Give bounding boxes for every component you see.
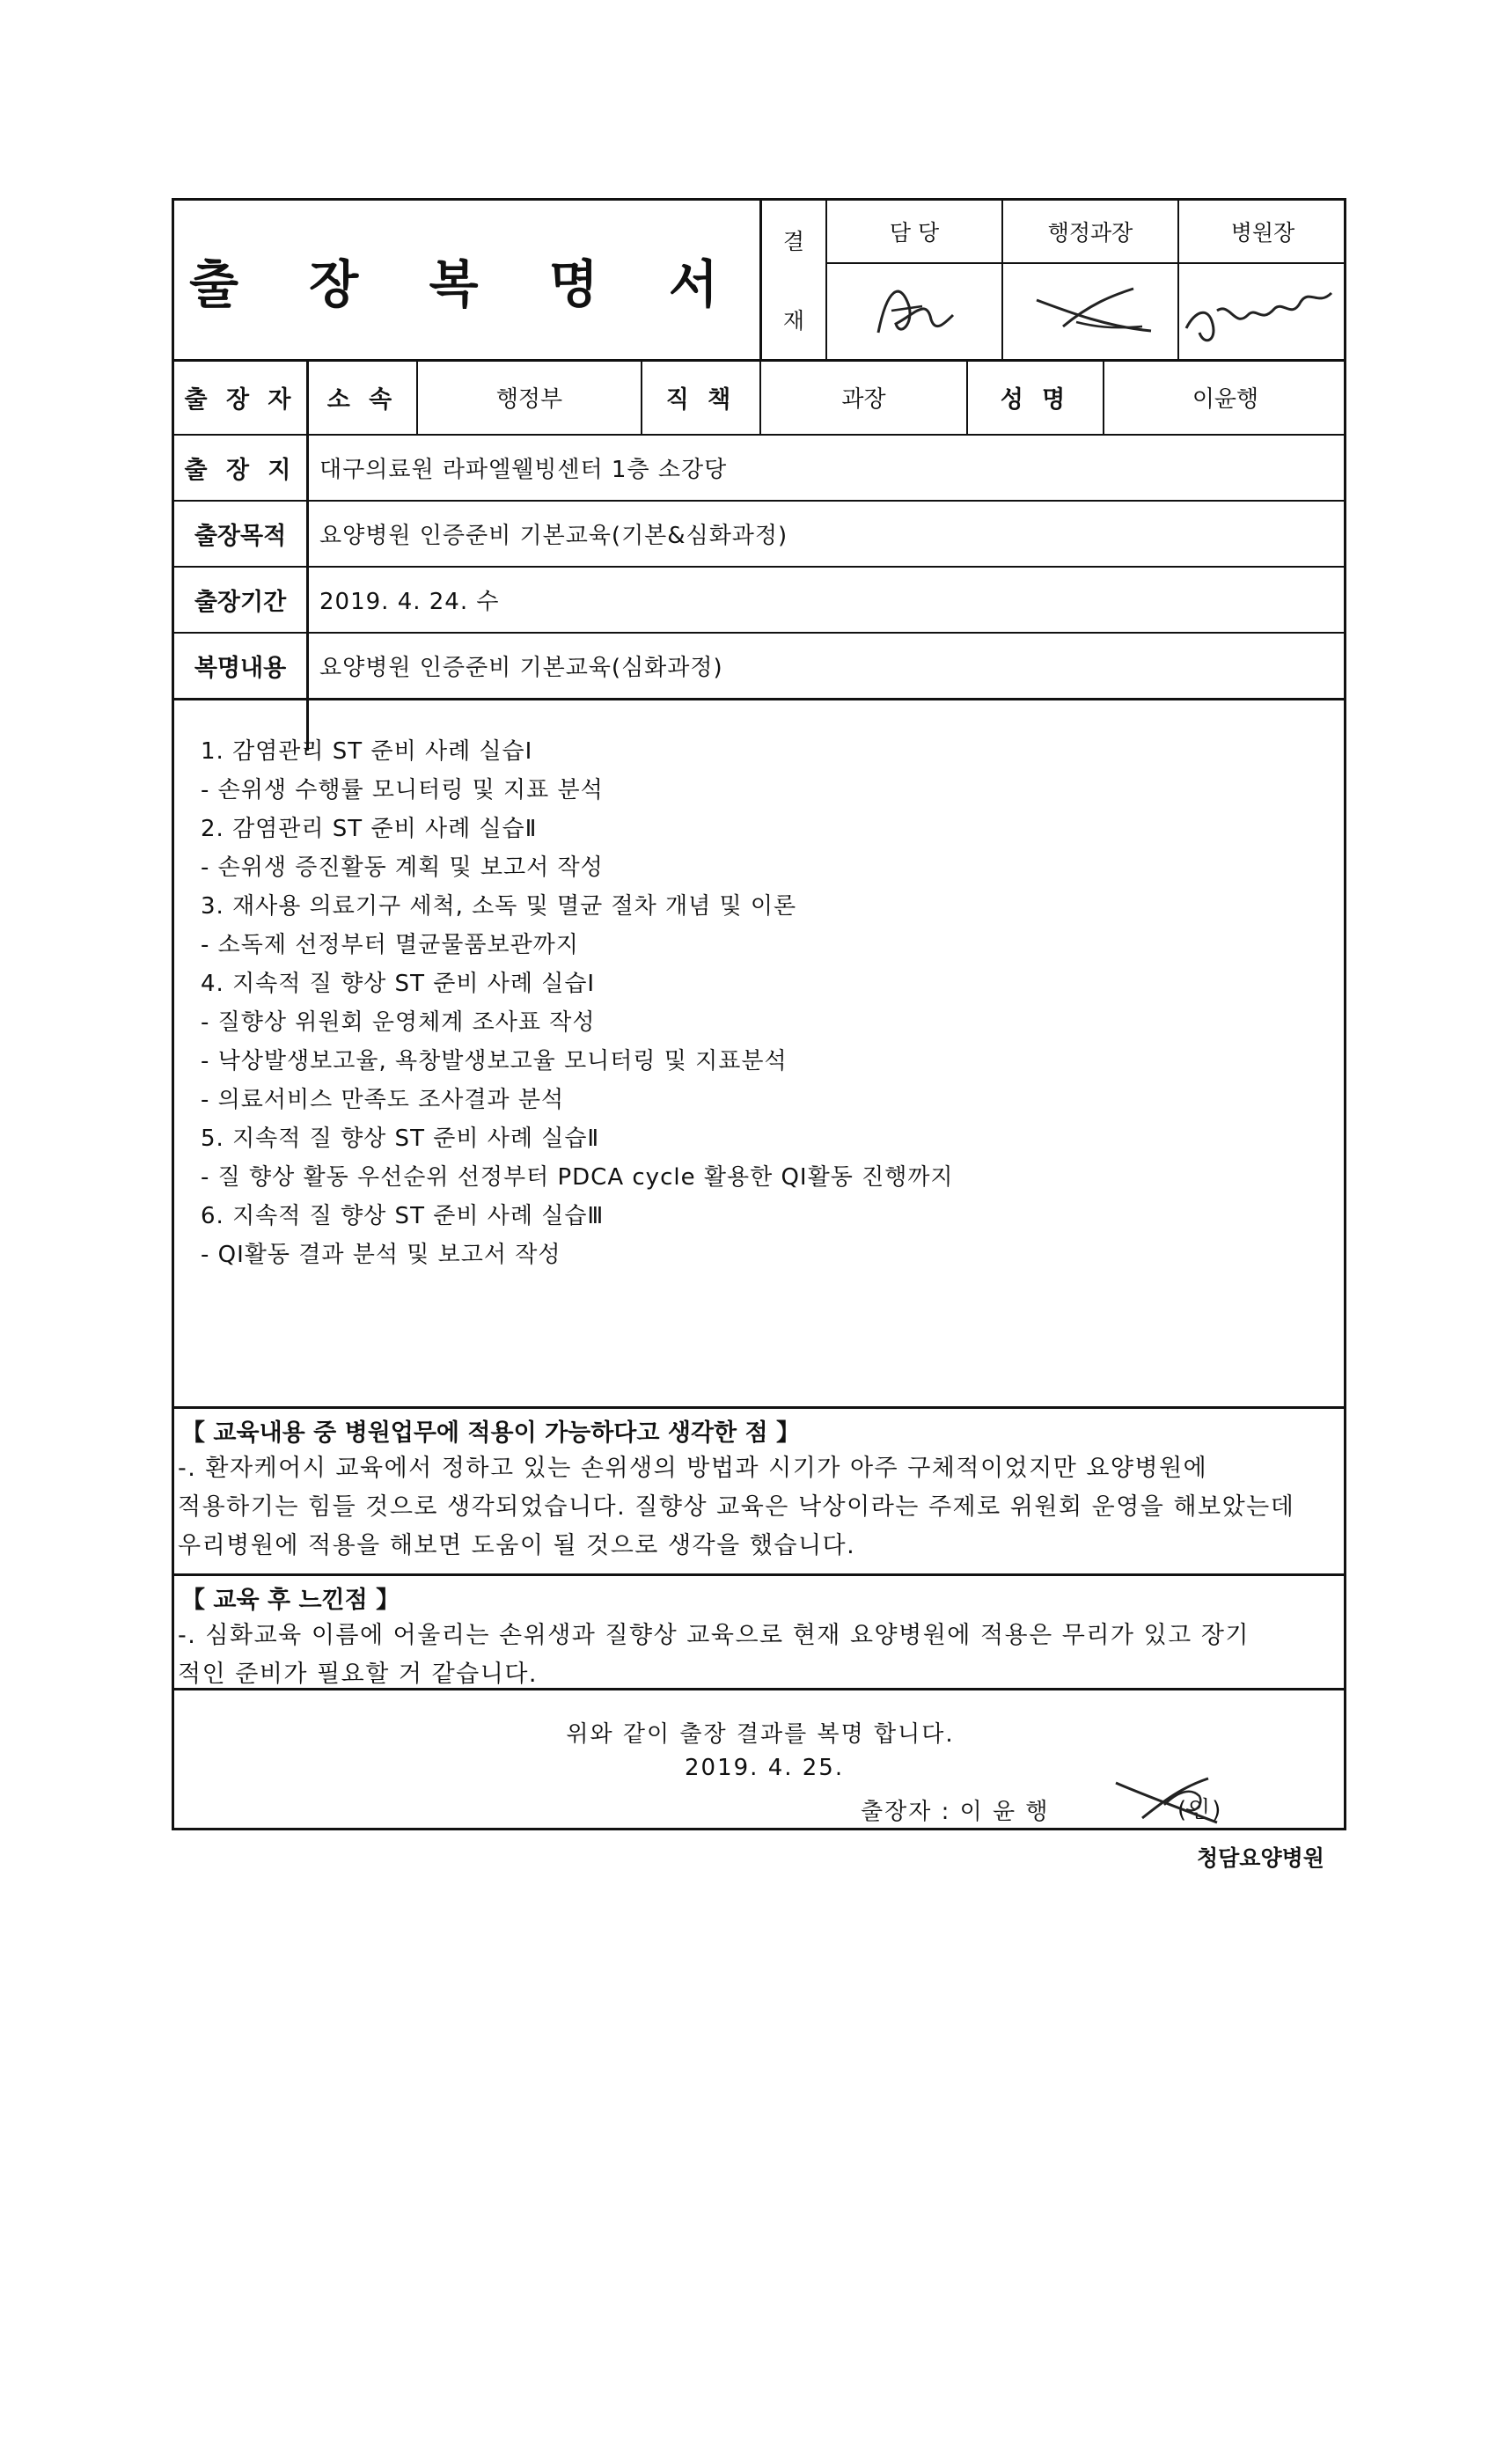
dept-value: 행정부 <box>495 386 563 413</box>
divider <box>174 1573 1346 1576</box>
list-item: 6. 지속적 질 향상 ST 준비 사례 실습Ⅲ <box>201 1203 605 1229</box>
report-form <box>172 198 1346 1830</box>
impressions-heading: 【 교육 후 느낀점 】 <box>181 1587 400 1614</box>
purpose-label: 출장목적 <box>194 523 287 550</box>
report-value: 요양병원 인증준비 기본교육(심화과정) <box>319 655 723 681</box>
divider <box>174 1688 1346 1690</box>
list-item: - 낙상발생보고율, 욕창발생보고율 모니터링 및 지표분석 <box>201 1048 788 1074</box>
seal-mark: (인) <box>1177 1797 1223 1823</box>
dept-label: 소 속 <box>326 386 398 414</box>
list-item: - 의료서비스 만족도 조사결과 분석 <box>201 1087 565 1113</box>
approver-admin-manager-label: 행정과장 <box>1047 220 1133 246</box>
list-item: 2. 감염관리 ST 준비 사례 실습Ⅱ <box>201 816 538 842</box>
report-label: 복명내용 <box>194 655 287 682</box>
report-date: 2019. 4. 25. <box>685 1755 845 1781</box>
divider <box>174 698 1346 700</box>
impressions-line: 적인 준비가 필요할 거 같습니다. <box>178 1661 538 1688</box>
name-label: 성 명 <box>1000 386 1071 414</box>
approver-director-label: 병원장 <box>1230 220 1295 246</box>
period-value: 2019. 4. 24. 수 <box>319 589 500 615</box>
impressions-line: -. 심화교육 이름에 어울리는 손위생과 질향상 교육으로 현재 요양병원에 적용은 무리가 있고 장기 <box>178 1622 1250 1649</box>
name-value: 이윤행 <box>1192 386 1259 413</box>
report-statement: 위와 같이 출장 결과를 복명 합니다. <box>566 1721 955 1748</box>
applicable-line: 우리병원에 적용을 해보면 도움이 될 것으로 생각을 했습니다. <box>178 1532 856 1559</box>
approval-label-top: 결 <box>782 229 805 254</box>
document-title: 출 장 복 명 서 <box>189 254 744 314</box>
list-item: - QI활동 결과 분석 및 보고서 작성 <box>201 1242 561 1268</box>
list-item: - 손위생 수행률 모니터링 및 지표 분석 <box>201 777 604 803</box>
list-item: 3. 재사용 의료기구 세척, 소독 및 멸균 절차 개념 및 이론 <box>201 893 797 920</box>
list-item: - 질향상 위원회 운영체계 조사표 작성 <box>201 1009 596 1036</box>
director-signature <box>1177 275 1345 355</box>
position-value: 과장 <box>841 386 886 413</box>
approver-staff-label: 담 당 <box>889 220 940 246</box>
staff-signature <box>861 271 975 350</box>
traveler-label: 출 장 자 <box>184 386 297 414</box>
list-item: - 질 향상 활동 우선순위 선정부터 PDCA cycle 활용한 QI활동 진행까지 <box>201 1164 954 1191</box>
period-label: 출장기간 <box>194 589 287 616</box>
purpose-value: 요양병원 인증준비 기본교육(기본&심화과정) <box>319 523 788 549</box>
hospital-name: 청담요양병원 <box>1197 1845 1324 1871</box>
list-item: 5. 지속적 질 향상 ST 준비 사례 실습Ⅱ <box>201 1126 600 1152</box>
divider <box>825 262 1346 264</box>
list-item: 4. 지속적 질 향상 ST 준비 사례 실습Ⅰ <box>201 971 596 997</box>
signer-signature <box>1111 1770 1243 1831</box>
applicable-line: 적용하기는 힘들 것으로 생각되었습니다. 질향상 교육은 낙상이라는 주제로 위원회 운영을 해보았는데 <box>178 1493 1295 1521</box>
list-item: - 소독제 선정부터 멸균물품보관까지 <box>201 932 579 958</box>
list-item: - 손위생 증진활동 계획 및 보고서 작성 <box>201 854 604 881</box>
approval-label-bottom: 재 <box>782 308 805 334</box>
destination-value: 대구의료원 라파엘웰빙센터 1층 소강당 <box>319 457 728 483</box>
admin-manager-signature <box>1028 278 1160 348</box>
applicable-line: -. 환자케어시 교육에서 정하고 있는 손위생의 방법과 시기가 아주 구체적이었지만 요양병원에 <box>178 1455 1208 1482</box>
position-label: 직 책 <box>665 386 737 414</box>
divider <box>174 1406 1346 1409</box>
destination-label: 출 장 지 <box>184 457 297 484</box>
list-item: 1. 감염관리 ST 준비 사례 실습Ⅰ <box>201 738 533 765</box>
signer-line: 출장자 : 이 윤 행 <box>861 1799 1050 1825</box>
applicable-heading: 【 교육내용 중 병원업무에 적용이 가능하다고 생각한 점 】 <box>181 1419 801 1447</box>
